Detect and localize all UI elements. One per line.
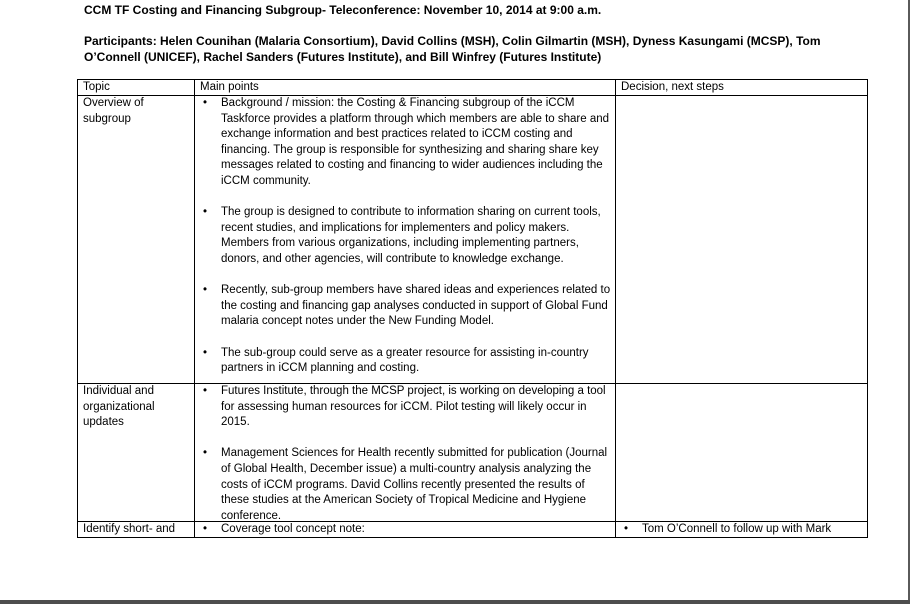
list-item: • Recently, sub-group members have shared ideas and experiences related to the costing and financing gap analyses conducted in support of Global Fund malaria concept notes under the New Funding Model. [200, 283, 615, 330]
topic-cell [78, 522, 195, 538]
main-points-list [200, 384, 615, 521]
decision-list [621, 522, 867, 537]
decision-cell [616, 522, 868, 538]
topic-cell [78, 96, 195, 384]
page-bottom-edge [0, 600, 910, 604]
table-row [78, 96, 868, 384]
topic-label: Individual and organizational updates [83, 385, 155, 429]
decision-cell [616, 384, 868, 522]
document-title: CCM TF Costing and Financing Subgroup- Teleconference: November 10, 2014 at 9:00 a.m. [84, 3, 602, 17]
header-main-points: Main points [195, 80, 616, 96]
list-item: • Coverage tool concept note: [200, 522, 615, 537]
topic-label: Overview of subgroup [83, 97, 144, 125]
header-topic: Topic [78, 80, 195, 96]
list-item: • The group is designed to contribute to information sharing on current tools, recent studies, and implications for implementers and policy makers. Members from various organizations, including implementing partners, donors, and other agencies, will contribute to knowledge exchange. [200, 205, 615, 267]
table-row [78, 522, 868, 538]
list-item: • Management Sciences for Health recently submitted for publication (Journal of Global Health, December issue) a multi-country analysis analyzing the costs of iCCM programs. David Collins recently presented the results of these studies at the American Society of Tropical Medicine and Hygiene conference. [200, 446, 615, 521]
main-points-list [200, 96, 615, 377]
main-points-list [200, 522, 615, 537]
meeting-notes-table [77, 79, 868, 538]
list-item: • Tom O’Connell to follow up with Mark [621, 522, 867, 537]
decision-cell [616, 96, 868, 384]
main-points-cell [195, 384, 616, 522]
topic-label: Identify short- and [83, 523, 176, 535]
table-header-row [78, 80, 868, 96]
list-item: • Background / mission: the Costing & Financing subgroup of the iCCM Taskforce provides a platform through which members are able to share and exchange information and best practices related to iCCM costing and financing. The group is responsible for synthesizing and sharing share key messages related to costing and financing to wider audiences including the iCCM community. [200, 96, 615, 190]
main-points-cell [195, 522, 616, 538]
table-row [78, 384, 868, 522]
list-item: • The sub-group could serve as a greater resource for assisting in-country partners in iCCM planning and costing. [200, 346, 615, 377]
header-decision: Decision, next steps [616, 80, 868, 96]
list-item: • Futures Institute, through the MCSP project, is working on developing a tool for assessing human resources for iCCM. Pilot testing will likely occur in 2015. [200, 384, 615, 431]
main-points-cell [195, 96, 616, 384]
participants-list: Participants: Helen Counihan (Malaria Consortium), David Collins (MSH), Colin Gilmartin (MSH), Dyness Kasungami (MCSP), Tom O’Connell (UNICEF), Rachel Sanders (Futures Institute), and Bill Winfrey (Futures Institute) [84, 34, 821, 64]
topic-cell [78, 384, 195, 522]
